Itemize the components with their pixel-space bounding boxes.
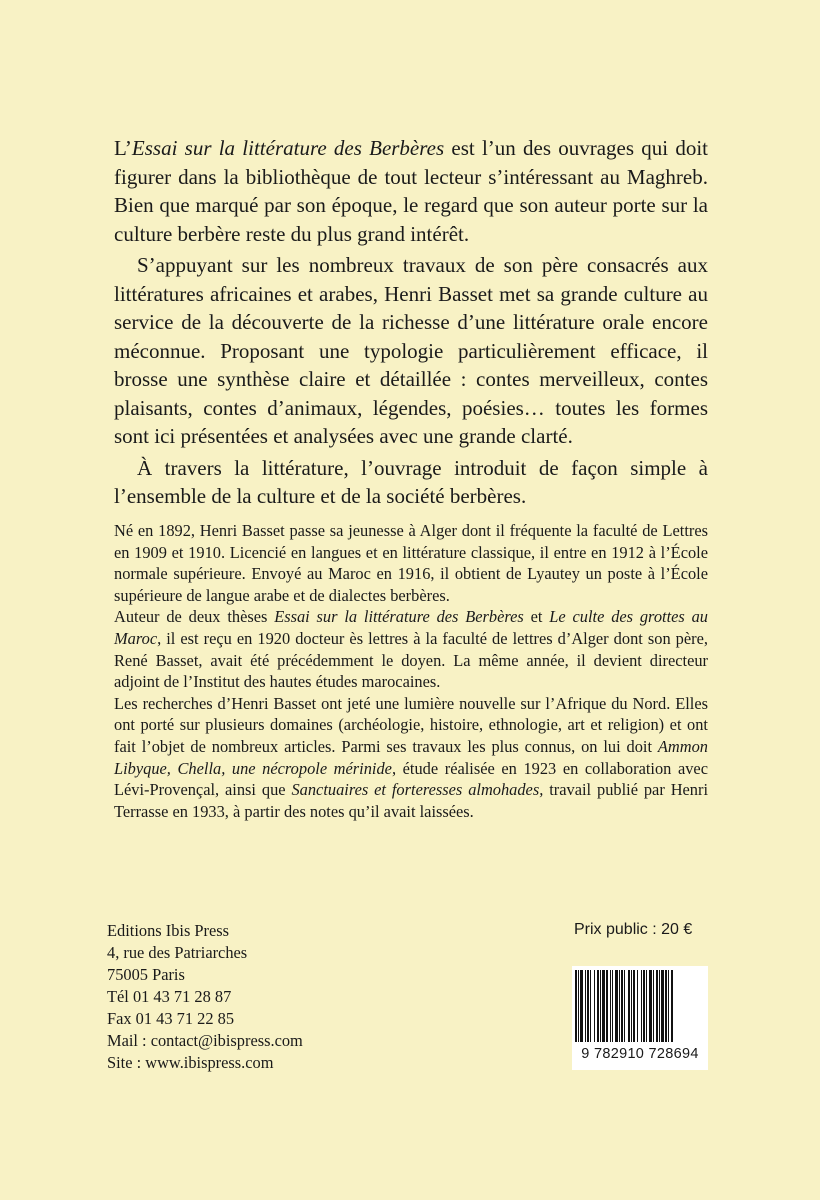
publisher-name: Editions Ibis Press: [107, 921, 230, 940]
barcode-bar: [621, 970, 623, 1042]
barcode-bar: [606, 970, 608, 1042]
publisher-city: 75005 Paris: [107, 965, 185, 984]
publisher-website: Site : www.ibispress.com: [107, 1053, 274, 1072]
barcode-bar: [600, 970, 601, 1042]
bio-p2-text-a: Auteur de deux thèses: [114, 607, 275, 627]
publisher-street: 4, rue des Patriarches: [107, 943, 248, 962]
barcode-bar: [628, 970, 630, 1042]
publisher-address-block: [107, 920, 303, 1074]
bio-p3-text-b: , étude réalisée en 1923 en collaboration avec Lévi-Provençal, ainsi que: [114, 758, 708, 800]
barcode-bar: [610, 970, 611, 1042]
barcode-bar: [602, 970, 605, 1042]
barcode-bar: [646, 970, 647, 1042]
bio-p2-text-c: , il est reçu en 1920 docteur ès lettres à la faculté de lettres d’Alger dont son père, René Basset, avait été précédemment le doyen. La même année, il devient directeur adjoint de l’Institut des hautes études marocaines.: [114, 628, 708, 692]
barcode-bar: [641, 970, 642, 1042]
barcode-bars: [572, 966, 708, 1046]
blurb-paragraph-1: [114, 134, 708, 248]
barcode-bar: [661, 970, 664, 1042]
barcode-bar: [656, 970, 658, 1042]
publisher-email: Mail : contact@ibispress.com: [107, 1031, 303, 1050]
bio-p3-text-a: Les recherches d’Henri Basset ont jeté une lumière nouvelle sur l’Afrique du Nord. Elles ont porté sur plusieurs domaines (archéologie, histoire, ethnologie, art et religion) et ont fait l’objet de nombreux articles. Parmi ses travaux les plus connus, on lui doit: [114, 693, 708, 756]
isbn-barcode: [572, 966, 708, 1070]
public-price: Prix public : 20 €: [574, 921, 693, 938]
blurb-paragraph-2: S’appuyant sur les nombreux travaux de son père consacrés aux littératures africaines et arabes, Henri Basset met sa grande culture au service de la découverte de la richesse d’une littérature orale encore méconnue. Proposant une typologie particulièrement efficace, il brosse une synthèse claire et détaillée : contes merveilleux, contes plaisants, contes d’animaux, légendes, poésies… toutes les formes sont ici présentées et analysées avec une grande clarté.: [114, 253, 708, 448]
barcode-bar: [668, 970, 669, 1042]
barcode-bar: [612, 970, 613, 1042]
barcode-bar: [637, 970, 638, 1042]
bio-thesis-title-1: Essai sur la littérature des Berbères: [274, 607, 524, 627]
bio-work-title-1: Ammon Libyque, Chella, une nécropole mérinide: [114, 736, 708, 778]
barcode-bar: [671, 970, 673, 1042]
barcode-bar: [665, 970, 667, 1042]
barcode-bar: [643, 970, 645, 1042]
barcode-bar: [619, 970, 620, 1042]
barcode-bar: [597, 970, 599, 1042]
bio-p3-text-c: travail publié par Henri Terrasse en 1933, à partir des notes qu’il avait laissées.: [114, 780, 709, 821]
publisher-phone: Tél 01 43 71 28 87: [107, 987, 232, 1006]
blurb-book-title: Essai sur la littérature des Berbères: [131, 136, 445, 160]
bio-p2-text-b: et: [523, 607, 550, 627]
barcode-bar: [615, 970, 618, 1042]
back-cover-blurb: [114, 134, 708, 514]
bio-paragraph-2: [114, 606, 708, 692]
barcode-bar: [575, 970, 577, 1042]
barcode-bar: [659, 970, 660, 1042]
barcode-bar: [594, 970, 595, 1042]
bio-thesis-title-2: Le culte des grottes au Maroc: [114, 607, 708, 648]
barcode-bar: [649, 970, 652, 1042]
barcode-bar: [653, 970, 654, 1042]
barcode-bar: [587, 970, 589, 1042]
blurb-paragraph-3: À travers la littérature, l’ouvrage introduit de façon simple à l’ensemble de la culture et de la société berbères.: [114, 455, 708, 508]
barcode-bar: [578, 970, 579, 1042]
barcode-bar: [580, 970, 583, 1042]
barcode-bar: [590, 970, 591, 1042]
barcode-bar: [633, 970, 635, 1042]
barcode-bar: [631, 970, 632, 1042]
blurb-p1-text: est l’un des ouvrages qui doit figurer dans la bibliothèque de tout lecteur s’intéressant au Maghreb. Bien que marqué par son époque, le regard que son auteur porte sur la culture berbère reste du plus grand intérêt.: [114, 136, 708, 246]
isbn-number: 9 782910 728694: [581, 1046, 699, 1062]
publisher-fax: Fax 01 43 71 22 85: [107, 1009, 235, 1028]
bio-paragraph-3: [114, 693, 708, 823]
bio-work-title-2: Sanctuaires et forteresses almohades,: [291, 780, 544, 800]
bio-paragraph-1: Né en 1892, Henri Basset passe sa jeunesse à Alger dont il fréquente la faculté de Lettres en 1909 et 1910. Licencié en langues et en littérature classique, il entre en 1912 à l’École normale supérieure. Envoyé au Maroc en 1916, il obtient de Lyautey un poste à l’École supérieure de langue arabe et de dialectes berbères.: [114, 521, 708, 605]
blurb-p1-prefix: L’: [114, 136, 132, 160]
author-biography: [114, 520, 708, 822]
barcode-bar: [585, 970, 586, 1042]
barcode-bar: [624, 970, 625, 1042]
